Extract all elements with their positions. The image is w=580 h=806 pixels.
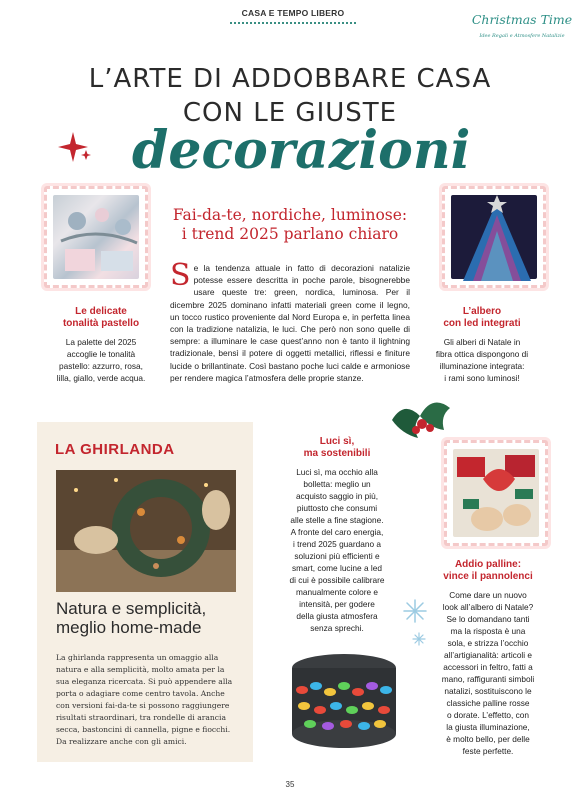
right-col-head-1: Addio palline: — [454, 559, 522, 570]
middle-column — [278, 436, 396, 634]
middle-line: smart, come lucine a led — [292, 563, 382, 573]
right-line: sola, e strizza l’occhio — [447, 638, 529, 648]
sparkle-icon — [58, 132, 92, 166]
right-caption-body-2: fibra ottica dispongono di — [435, 349, 529, 359]
middle-line: alle stelle a fine stagione. — [290, 515, 384, 525]
right-caption-body-4: i rami sono luminosi! — [444, 373, 520, 383]
right-line: all’artigianalità: articoli e — [443, 650, 533, 660]
right-column — [428, 559, 548, 757]
right-caption-body-1: Gli alberi di Natale in — [443, 337, 521, 347]
box-body-text: La ghirlanda rappresenta un omaggio alla natura e alla semplicità, molto amata per la sua eleganza ricercata. Si può appendere alla porta o adagiare come centro tavola. Anche con versioni fai-da-te si possono raggiungere risultati straordinari, tra rondelle di arancia secca, bastoncini di cannella, pigne e fiocchi. Da realizzare anche con gli amici. — [56, 653, 233, 746]
title-line-1: L’ARTE DI ADDOBBARE CASA — [88, 64, 492, 94]
middle-line: Luci sì, ma occhio alla — [296, 467, 378, 477]
left-caption-body-2: accoglie le tonalità — [66, 349, 136, 359]
right-line: mano, raffiguranti simboli — [441, 674, 535, 684]
right-line: è molto bello, per delle — [446, 734, 530, 744]
section-divider — [230, 21, 356, 24]
middle-line: A fronte del caro energia, — [290, 527, 384, 537]
subtitle — [160, 206, 420, 243]
right-caption-head-1: L’albero — [462, 306, 502, 317]
left-caption-body-1: La palette del 2025 — [65, 337, 137, 347]
middle-line: i trend 2025 guardano a — [292, 539, 382, 549]
right-line: la giusta illuminazione, — [446, 722, 530, 732]
right-line: natalizi, sostituiscono le — [444, 686, 532, 696]
section-label: CASA E TEMPO LIBERO — [241, 8, 345, 18]
middle-line: manualmente colore e — [295, 587, 379, 597]
box-heading-line-2: meglio home-made — [56, 618, 202, 637]
middle-line: senza sprechi. — [310, 623, 364, 633]
middle-line: soluzioni più efficienti e — [294, 551, 380, 561]
box-heading-line-1: Natura e semplicità, — [56, 599, 207, 618]
snowflake-icon — [412, 632, 426, 646]
right-line: look all’albero di Natale? — [442, 602, 534, 612]
dropcap: S — [170, 258, 191, 293]
middle-line: intensità, per godere — [299, 599, 375, 609]
left-caption-head-1: Le delicate — [75, 306, 127, 317]
left-caption — [46, 306, 156, 384]
left-caption-body-4: lilla, giallo, verde acqua. — [56, 373, 146, 383]
page-number: 35 — [285, 780, 295, 789]
subtitle-line-1: Fai-da-te, nordiche, luminose: — [172, 206, 408, 224]
magazine-logo-tagline: Idee Regali e Atmosfere Natalizie — [479, 33, 565, 39]
right-caption-body-3: illuminazione integrata: — [439, 361, 525, 371]
middle-line: di cui è possibile calibrare — [289, 575, 385, 585]
title-line-3: decorazioni — [132, 120, 471, 181]
right-caption — [422, 306, 542, 384]
right-col-head-2: vince il pannolenci — [443, 571, 533, 582]
right-line: ma la risposta è una — [450, 626, 526, 636]
right-line: Se lo domandano tanti — [446, 614, 530, 624]
right-line: feste perfette. — [462, 746, 514, 756]
snowflake-icon — [402, 598, 428, 624]
led-tree-photo — [442, 186, 546, 288]
subtitle-line-2: i trend 2025 parlano chiaro — [181, 224, 399, 243]
right-caption-head-2: con led integrati — [443, 318, 521, 329]
box-heading — [56, 599, 246, 637]
middle-line: piuttosto che consumi — [296, 503, 378, 513]
right-line: Come dare un nuovo — [449, 590, 527, 600]
left-caption-body-3: pastello: azzurro, rosa, — [59, 361, 143, 371]
middle-line: acquisto saggio in più, — [295, 491, 379, 501]
led-lights-spool-photo — [280, 646, 408, 760]
magazine-logo: Christmas Time — [471, 12, 573, 27]
pastel-decorations-photo — [44, 186, 148, 288]
left-caption-head-2: tonalità pastello — [62, 318, 140, 329]
wreath-photo — [56, 470, 236, 592]
right-col-body — [428, 589, 548, 757]
middle-line: della giusta atmosfera — [296, 611, 378, 621]
title-line-2: CON LE GIUSTE — [182, 98, 398, 128]
intro-paragraph — [170, 258, 410, 384]
intro-text: e la tendenza attuale in fatto di decorazioni natalizie potesse essere descritta in poche parole, bisognerebbe usare queste tre: green, nordica, luminosa. Per il dicembre 2025 dominano infatti materiali green come il legno, un tocco rustico proveniente dal Nord Europa e, in perfetta linea con la tradizione natalizia, le luci. Che però non sono quelle di sempre: a illuminare le case quest’anno non è tanto il lightning tradizionale, bensì il potere di oggetti metallici, riflessi e finiture lucide o brillantinate. Così bastano poche luci calde e armoniose per rendere magica l’atmosfera delle proprie stanze. — [170, 263, 410, 383]
box-title: LA GHIRLANDA — [55, 441, 175, 458]
middle-body — [278, 466, 396, 634]
felt-ornaments-photo — [444, 440, 548, 546]
right-line: o dorate. L’effetto, con — [447, 710, 529, 720]
right-line: accessori in feltro, fatti a — [443, 662, 533, 672]
right-line: classiche palline rosse — [446, 698, 530, 708]
middle-head-1: Luci sì, — [319, 436, 355, 447]
middle-head-2: ma sostenibili — [303, 448, 371, 459]
middle-line: bolletta: meglio un — [303, 479, 371, 489]
